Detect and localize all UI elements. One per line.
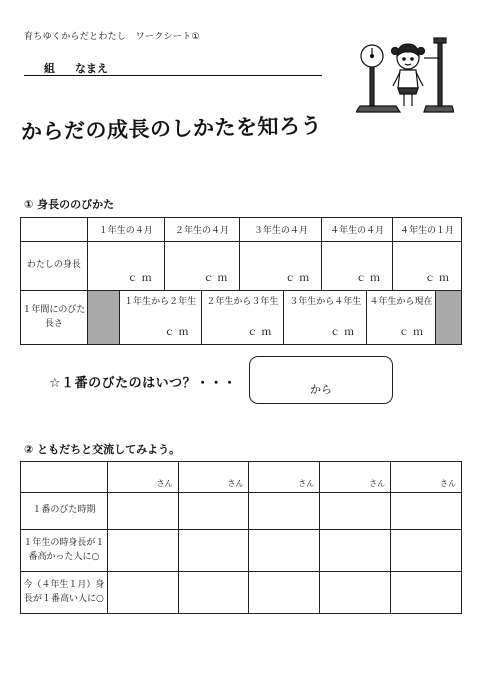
worksheet-series-title: 育ちゆくからだとわたし ワークシート① bbox=[24, 32, 200, 42]
col-header: ２年生の４月 bbox=[164, 218, 240, 242]
answer-cell[interactable] bbox=[107, 572, 178, 614]
answer-suffix: から bbox=[310, 383, 332, 396]
answer-cell[interactable] bbox=[249, 530, 320, 572]
answer-cell[interactable] bbox=[178, 572, 249, 614]
child-icon bbox=[392, 44, 425, 106]
section2-heading: ② ともだちと交流してみよう。 bbox=[24, 443, 181, 456]
growth-entry-cell[interactable] bbox=[284, 291, 367, 345]
col-header: ４年生の１月 bbox=[393, 218, 462, 242]
section1-heading: ① 身長ののびかた bbox=[24, 198, 115, 211]
friends-exchange-table bbox=[20, 461, 462, 614]
class-label: 組 bbox=[44, 62, 55, 75]
growth-entry-cell[interactable] bbox=[201, 291, 284, 345]
col-header: ４年生の４月 bbox=[322, 218, 393, 242]
answer-cell[interactable] bbox=[320, 493, 391, 530]
height-growth-table bbox=[20, 217, 462, 345]
friend-name-cell[interactable]: さん bbox=[178, 462, 249, 493]
height-entry-cell[interactable]: ｃｍ bbox=[322, 242, 393, 291]
answer-cell[interactable] bbox=[107, 530, 178, 572]
friend-name-cell[interactable]: さん bbox=[391, 462, 462, 493]
unit-label: ｃｍ bbox=[247, 327, 276, 338]
height-entry-cell[interactable]: ｃｍ bbox=[393, 242, 462, 291]
friend-name-cell[interactable]: さん bbox=[249, 462, 320, 493]
shaded-cell bbox=[435, 291, 461, 345]
unit-label: ｃｍ bbox=[164, 327, 193, 338]
name-write-line[interactable] bbox=[24, 75, 322, 76]
table-corner-cell bbox=[21, 462, 108, 493]
height-entry-cell[interactable]: ｃｍ bbox=[87, 242, 164, 291]
answer-cell[interactable] bbox=[249, 572, 320, 614]
answer-cell[interactable] bbox=[391, 530, 462, 572]
friend-name-cell[interactable]: さん bbox=[320, 462, 391, 493]
scale-icon bbox=[356, 45, 400, 112]
col-header: ３年生の４月 bbox=[240, 218, 322, 242]
answer-cell[interactable] bbox=[320, 572, 391, 614]
unit-label: ｃｍ bbox=[330, 327, 359, 338]
height-rod-icon bbox=[424, 38, 454, 112]
row-label-my-height: わたしの身長 bbox=[21, 242, 88, 291]
page-title: からだの成長のしかたを知ろう bbox=[20, 113, 323, 144]
biggest-growth-question: ☆１番のびたのはいつ？・・・ bbox=[49, 376, 237, 391]
growth-entry-cell[interactable] bbox=[119, 291, 201, 345]
name-label: なまえ bbox=[75, 62, 108, 75]
answer-box[interactable] bbox=[249, 356, 393, 404]
growth-period-label: １年生から２年生 bbox=[124, 297, 197, 307]
answer-cell[interactable] bbox=[320, 530, 391, 572]
answer-cell[interactable] bbox=[391, 493, 462, 530]
growth-period-label: ３年生から４年生 bbox=[289, 297, 362, 307]
row-label-tallest-grade1: １年生の時身長が１番高かった人に○ bbox=[21, 530, 108, 572]
answer-cell[interactable] bbox=[391, 572, 462, 614]
row-label-yearly-growth: １年間にのびた長さ bbox=[21, 291, 88, 345]
answer-cell[interactable] bbox=[178, 530, 249, 572]
answer-cell[interactable] bbox=[107, 493, 178, 530]
friend-name-cell[interactable]: さん bbox=[107, 462, 178, 493]
row-label-tallest-now: 今（４年生１月）身長が１番高い人に○ bbox=[21, 572, 108, 614]
shaded-cell bbox=[87, 291, 119, 345]
growth-entry-cell[interactable] bbox=[367, 291, 436, 345]
growth-period-label: ２年生から３年生 bbox=[206, 297, 279, 307]
height-measuring-illustration bbox=[356, 34, 454, 116]
answer-cell[interactable] bbox=[178, 493, 249, 530]
growth-period-label: ４年生から現在 bbox=[369, 297, 433, 307]
row-label-growth-period: １番のびた時期 bbox=[21, 493, 108, 530]
height-entry-cell[interactable]: ｃｍ bbox=[240, 242, 322, 291]
answer-cell[interactable] bbox=[249, 493, 320, 530]
height-entry-cell[interactable]: ｃｍ bbox=[164, 242, 240, 291]
table-corner-cell bbox=[21, 218, 88, 242]
col-header: １年生の４月 bbox=[87, 218, 164, 242]
unit-label: ｃｍ bbox=[398, 327, 427, 338]
